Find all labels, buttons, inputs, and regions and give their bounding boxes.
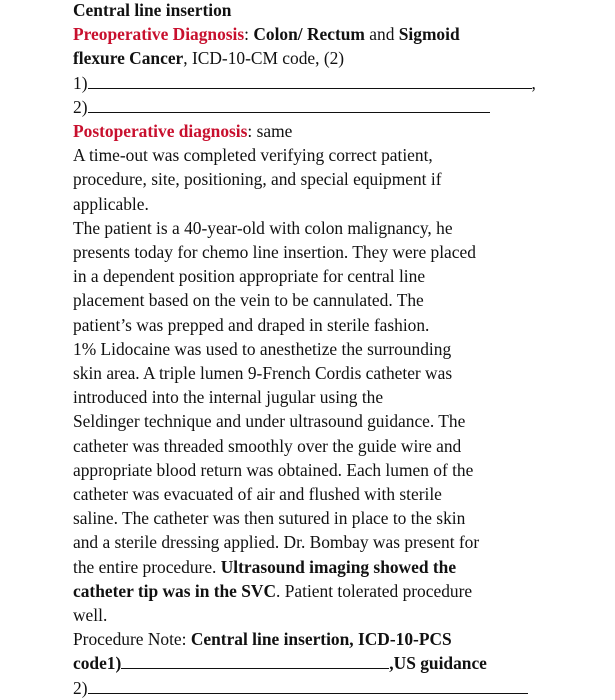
body-line: appropriate blood return was obtained. Each lumen of the: [73, 459, 474, 480]
procedure-note-line: [73, 627, 553, 651]
procedure-note-bold: Central line insertion, ICD-10-PCS: [190, 629, 452, 650]
body-line: procedure, site, positioning, and special equipment if: [73, 169, 442, 190]
postop-line: [73, 119, 553, 143]
procedure-code-label: code1): [73, 653, 122, 674]
preop-blank-2-prefix: 2): [73, 96, 88, 117]
final-bold-line-1: Ultrasound imaging showed the: [220, 556, 457, 577]
body-line: in a dependent position appropriate for central line: [73, 266, 426, 287]
body-line: introduced into the internal jugular using the: [73, 387, 384, 408]
final-plain-end: . Patient tolerated procedure: [276, 580, 473, 601]
final-bold-line-2: catheter tip was in the SVC: [73, 580, 277, 601]
preop-dx-part1: Colon/ Rectum: [253, 24, 365, 45]
procedure-note-label: Procedure Note:: [73, 629, 191, 650]
body-line: The patient is a 40-year-old with colon malignancy, he: [73, 217, 453, 238]
preop-dx-part2a: Sigmoid: [398, 24, 460, 45]
preop-blank-2[interactable]: [88, 96, 490, 113]
preop-dx-part2b: flexure Cancer: [73, 48, 184, 69]
postop-value: same: [256, 121, 293, 142]
postop-sep: :: [247, 121, 257, 142]
preop-blank-1-prefix: 1): [73, 72, 88, 93]
procedure-code-blank-2[interactable]: [88, 677, 528, 694]
body-line: applicable.: [73, 193, 149, 214]
procedure-after-blank: ,US guidance: [389, 653, 487, 674]
preop-label: Preoperative Diagnosis: [73, 24, 245, 45]
preop-code-text: , ICD-10-CM code, (2): [183, 48, 345, 69]
body-line: Seldinger technique and under ultrasound guidance. The: [73, 411, 466, 432]
preop-blank-1-suffix: ,: [531, 72, 536, 93]
body-line: catheter was threaded smoothly over the guide wire and: [73, 435, 462, 456]
body-line: 1% Lidocaine was used to anesthetize the surrounding: [73, 338, 452, 359]
body-line: skin area. A triple lumen 9-French Cordis catheter was: [73, 363, 453, 384]
preop-blank-1[interactable]: [88, 72, 532, 89]
body-line: presents today for chemo line insertion. They were placed: [73, 242, 476, 263]
preop-blank-1-line: [73, 71, 553, 95]
body-line: catheter was evacuated of air and flushed with sterile: [73, 484, 442, 505]
final-last-word: well.: [73, 605, 108, 626]
body-line: patient’s was prepped and draped in sterile fashion.: [73, 314, 430, 335]
body-line: and a sterile dressing applied. Dr. Bombay was present for: [73, 532, 480, 553]
procedure-blank-2-line: [73, 676, 553, 700]
body-line: placement based on the vein to be cannulated. The: [73, 290, 424, 311]
preop-line-2: [73, 46, 553, 70]
doc-title: Central line insertion: [73, 0, 232, 20]
procedure-blank-2-prefix: 2): [73, 677, 88, 698]
postop-label: Postoperative diagnosis: [73, 121, 248, 142]
body-line: saline. The catheter was then sutured in place to the skin: [73, 508, 466, 529]
preop-sep: :: [244, 24, 254, 45]
procedure-code-line: [73, 651, 553, 675]
preop-line-1: [73, 22, 553, 46]
preop-blank-2-line: [73, 95, 553, 119]
procedure-code-blank-1[interactable]: [121, 652, 389, 669]
document: [73, 0, 553, 700]
final-sentence-line-2: [73, 579, 553, 603]
preop-and: and: [364, 24, 399, 45]
body-line: A time-out was completed verifying correct patient,: [73, 145, 433, 166]
final-sentence-line-1: [73, 555, 553, 579]
final-plain-start: the entire procedure.: [73, 556, 221, 577]
